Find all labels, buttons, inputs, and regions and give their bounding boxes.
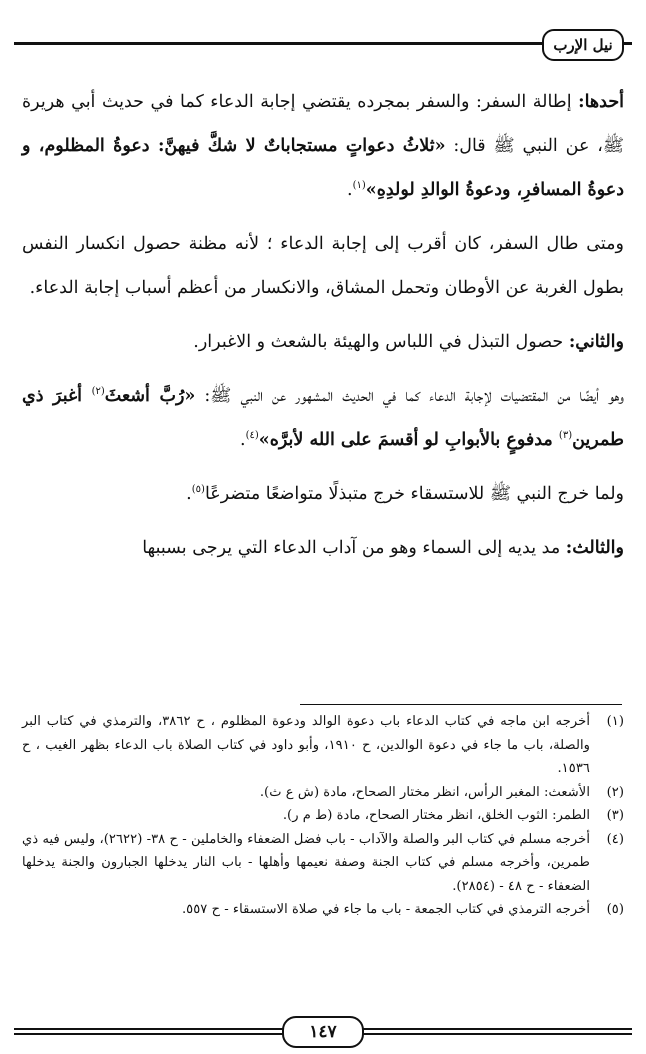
footnote-item: [22, 781, 624, 805]
paragraph-text: حصول التبذل في اللباس والهيئة بالشعث و الاغبرار.: [193, 332, 569, 352]
running-header-title: نيل الإرب: [542, 29, 624, 61]
footnote-number: (١): [606, 714, 624, 729]
footnote-item: [22, 804, 624, 828]
paragraph-text: وهو أيضًا من المقتضيات لإجابة الدعاء كما في الحديث المشهور عن النبي ﷺ:: [195, 386, 624, 406]
paragraph-fifth: [22, 472, 624, 516]
paragraph-third: [22, 320, 624, 364]
footnote-number: (٥): [606, 902, 624, 917]
paragraph-text: مد يديه إلى السماء وهو من آداب الدعاء التي يرجى بسببها: [142, 538, 566, 558]
paragraph-text: إطالة السفر: والسفر بمجرده يقتضي إجابة الدعاء كما في حديث أبي هريرة ﷺ، عن النبي ﷺ قال:: [22, 92, 625, 156]
footnote-number: (٣): [606, 808, 624, 823]
paragraph-first: [22, 80, 624, 212]
footnote-ref[interactable]: (٣): [558, 430, 573, 442]
paragraph-fourth: [22, 374, 624, 462]
hadith-quote: «ثلاثُ دعواتٍ مستجاباتٌ لا شكَّ فيهنَّ: دعوةُ المظلوم، و دعوةُ المسافرِ، ودعوةُ الوالدِ لولدِهِ»: [22, 136, 624, 200]
paragraph-lead: والثالث:: [565, 538, 624, 558]
paragraph-text: ومتى طال السفر، كان أقرب إلى إجابة الدعاء ؛ لأنه مظنة حصول انكسار النفس بطول الغربة عن الأوطان وتحمل المشاق، والانكسار من أعظم أسباب إجابة الدعاء.: [22, 234, 624, 298]
paragraph-tail: .: [186, 484, 192, 504]
footnote-text: أخرجه الترمذي في كتاب الجمعة - باب ما جاء في صلاة الاستسقاء - ح ٥٥٧.: [181, 902, 590, 917]
header-rule: [14, 42, 546, 45]
footnote-separator: [300, 704, 622, 705]
main-text: [22, 80, 624, 570]
footnote-item: [22, 898, 624, 922]
footnote-ref[interactable]: (٢): [91, 386, 105, 398]
footnote-item: [22, 828, 624, 899]
paragraph-tail: .: [346, 180, 353, 200]
paragraph-sixth: [22, 526, 624, 570]
footnote-text: الأشعث: المغبر الرأس، انظر مختار الصحاح، مادة (ش ع ث).: [259, 784, 590, 800]
footnote-ref[interactable]: (١): [352, 180, 366, 192]
footnote-text: الطمر: الثوب الخلق، انظر مختار الصحاح، مادة (ط م ر).: [282, 808, 590, 823]
paragraph-tail: .: [239, 430, 246, 450]
footnote-item: [22, 710, 624, 781]
hadith-quote: أغبرَ ذي طمرين: [22, 386, 624, 450]
hadith-quote: «رُبَّ أشعثَ: [104, 386, 196, 406]
hadith-quote: مدفوعٍ بالأبوابِ لو أقسمَ على الله لأبرَّه»: [258, 430, 559, 450]
paragraph-second: [22, 222, 624, 310]
footnote-ref[interactable]: (٤): [245, 430, 259, 442]
footnote-number: (٤): [606, 831, 624, 847]
footnote-number: (٢): [606, 784, 624, 800]
paragraph-lead: والثاني:: [568, 332, 624, 352]
footnote-ref[interactable]: (٥): [191, 484, 205, 496]
footnote-text: أخرجه مسلم في كتاب البر والصلة والآداب - باب فضل الضعفاء والخاملين - ح ٣٨- (٢٦٢٢)، وليس فيه ذي طمرين، وأخرجه مسلم في كتاب الجنة وصفة نعيمها وأهلها - باب النار يدخلها الجبارون والجنة يدخلها الضعفاء - ح ٤٨ - (٢٨٥٤).: [22, 831, 590, 894]
footnote-text: أخرجه ابن ماجه في كتاب الدعاء باب دعوة الوالد ودعوة المظلوم ، ح ٣٨٦٢، والترمذي في كتاب البر والصلة، باب ما جاء في دعوة الوالدين، ح ١٩١٠، وأبو داود في كتاب الصلاة باب الدعاء بظهر الغيب ، ح ١٥٣٦.: [22, 714, 590, 776]
paragraph-text: ولما خرج النبي ﷺ للاستسقاء خرج متبذلًا متواضعًا متضرعًا: [204, 484, 624, 504]
paragraph-lead: أحدها:: [578, 92, 624, 112]
footnotes: [22, 710, 624, 922]
page-number: ١٤٧: [282, 1016, 364, 1048]
